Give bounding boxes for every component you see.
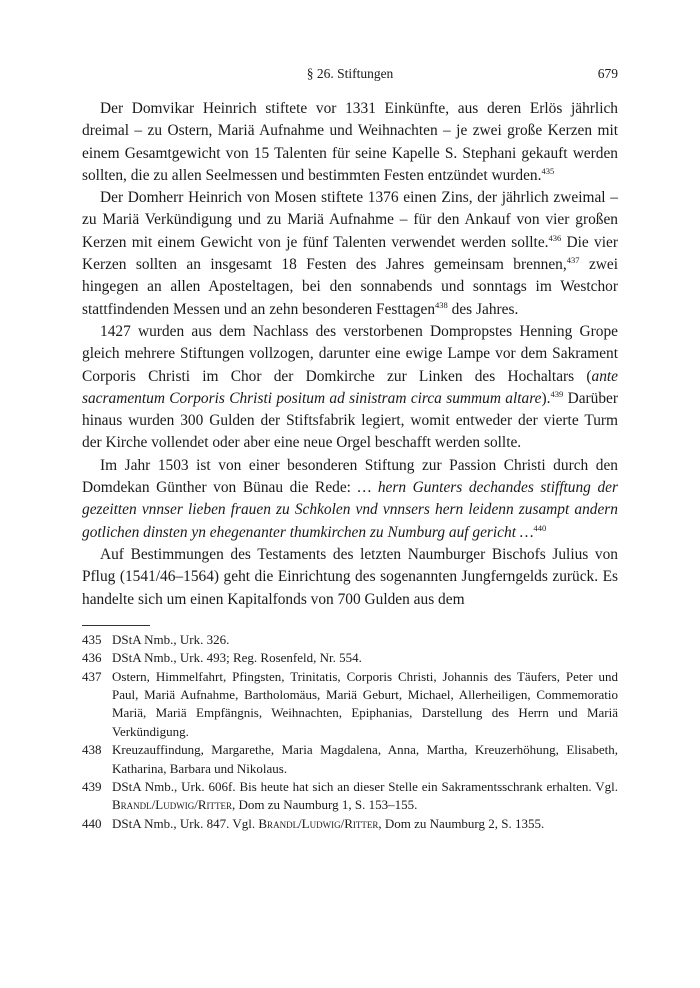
text-run: Der Domherr Heinrich von Mosen stiftete 1376 einen Zins, der jährlich zweimal – zu Mariä Verkündigung und zu Mariä Aufnahme – für den Ankauf von vier großen Kerzen mit einem Gewicht von je fünf Talenten verwendet werden sollte. bbox=[82, 189, 618, 251]
book-page bbox=[82, 0, 618, 833]
footnote-439 bbox=[82, 778, 618, 815]
footnote-text: Kreuzauffindung, Margarethe, Maria Magdalena, Anna, Martha, Kreuzerhöhung, Elisabeth, Katharina, Barbara und Nikolaus. bbox=[112, 742, 618, 776]
footnote-text: DStA Nmb., Urk. 493; Reg. Rosenfeld, Nr. 554. bbox=[112, 650, 362, 666]
footnote-text: Ostern, Himmelfahrt, Pfingsten, Trinitatis, Corporis Christi, Johannis des Täufers, Peter und Paul, Mariä Aufnahme, Bartholomäus, Mariä Geburt, Michael, Allerheiligen, Commemoratio Mariä, Mariä Empfängnis, Weihnachten, Epiphanias, Darstellung des Herrn und Mariä Verkündigung. bbox=[112, 668, 618, 739]
author-names: Brandl/Ludwig/Ritter bbox=[258, 815, 379, 831]
footnote-438 bbox=[82, 741, 618, 778]
text-run: DStA Nmb., Urk. 847. Vgl. bbox=[112, 815, 259, 831]
text-run: Darüber hinaus wurden 300 Gulden der Stiftsfabrik legiert, womit entweder der vierte Turm der Kirche vollendet oder aber eine neue Orgel beschafft werden sollte. bbox=[82, 389, 619, 452]
text-run: , Dom zu Naumburg 1, S. 153–155. bbox=[232, 797, 418, 813]
paragraph-julius-von-pflug bbox=[82, 544, 618, 611]
text-run: ). bbox=[541, 389, 551, 407]
author-names: Brandl/Ludwig/Ritter bbox=[112, 797, 232, 813]
text-run: Der Domvikar Heinrich stiftete vor 1331 Einkünfte, aus deren Erlös jährlich dreimal – zu Ostern, Mariä Aufnahme und Weihnachten – je zwei große Kerzen mit einem Gesamtgewicht von 15 Talenten für seine Kapelle S. Stephani gekauft werden sollten, die zu allen Seelmessen und bestimmten Festen entzündet wurden. bbox=[82, 100, 618, 184]
footnote-divider bbox=[82, 625, 150, 626]
german-quote: … hern Gunters dechandes stifftung der gezeitten vnnser lieben frauen zu Schkolen vnd vnnsers hern leidenn zusampt andern gotlichen dinsten yn ehegenanter thumkirchen zu Numburg auf gericht … bbox=[82, 479, 618, 541]
footnote-ref-439[interactable]: 439 bbox=[550, 388, 564, 399]
text-run: 1427 wurden aus dem Nachlass des verstorbenen Dompropstes Henning Grope gleich mehrere Stiftungen vollzogen, darunter eine ewige Lampe vor dem Sakrament Corporis Christi im Chor der Domkirche zur Linken des Hochaltars ( bbox=[82, 322, 618, 385]
running-head: § 26. Stiftungen bbox=[306, 66, 394, 81]
footnote-number: 435 bbox=[82, 631, 102, 647]
footnote-number: 439 bbox=[82, 779, 102, 795]
footnote-text bbox=[112, 815, 618, 833]
footnote-435 bbox=[82, 631, 618, 649]
text-run: zwei hingegen an allen Aposteltagen, bei den sonnabends und sonntags im Westchor stattfindenden Messen und an zehn besonderen Festtagen bbox=[82, 256, 618, 318]
footnote-number: 440 bbox=[82, 815, 102, 831]
footnote-437 bbox=[82, 668, 618, 742]
footnote-text: DStA Nmb., Urk. 326. bbox=[112, 631, 230, 647]
latin-quote: ante sacramentum Corporis Christi positum ad sinistram circa summum altare bbox=[82, 367, 618, 407]
footnote-ref-440[interactable]: 440 bbox=[533, 522, 547, 533]
body-text bbox=[82, 98, 618, 611]
text-run: , Dom zu Naumburg 2, S. 1355. bbox=[378, 815, 545, 831]
page-number: 679 bbox=[597, 66, 618, 81]
footnote-ref-438[interactable]: 438 bbox=[435, 299, 448, 310]
paragraph-domvikar-heinrich bbox=[82, 98, 618, 187]
text-run: des Jahres. bbox=[447, 300, 519, 318]
text-run: Die vier Kerzen sollten an insgesamt 18 Festen des Jahres gemeinsam brennen, bbox=[82, 233, 618, 274]
footnote-ref-435[interactable]: 435 bbox=[541, 165, 555, 176]
footnote-440 bbox=[82, 815, 618, 833]
footnote-number: 436 bbox=[82, 650, 102, 666]
footnote-text bbox=[112, 778, 618, 815]
footnote-ref-437[interactable]: 437 bbox=[566, 255, 580, 266]
text-run: Auf Bestimmungen des Testaments des letzten Naumburger Bischofs Julius von Pflug (1541/46–1564) geht die Einrichtung des sogenannten Jungferngelds zurück. Es handelte sich um einen Kapitalfonds von 700 Gulden aus dem bbox=[82, 545, 618, 608]
paragraph-heinrich-von-mosen bbox=[82, 187, 618, 321]
footnotes bbox=[82, 631, 618, 833]
footnote-number: 437 bbox=[82, 668, 102, 684]
paragraph-henning-grope bbox=[82, 321, 618, 455]
page-header bbox=[82, 66, 618, 86]
text-run: Im Jahr 1503 ist von einer besonderen Stiftung zur Passion Christi durch den Domdekan Günther von Bünau die Rede: bbox=[82, 456, 618, 497]
footnote-ref-436[interactable]: 436 bbox=[548, 232, 562, 243]
footnote-number: 438 bbox=[82, 742, 102, 758]
footnote-436 bbox=[82, 649, 618, 667]
paragraph-guenther-von-buenau bbox=[82, 455, 618, 544]
text-run: DStA Nmb., Urk. 606f. Bis heute hat sich an dieser Stelle ein Sakramentsschrank erhalten. Vgl. bbox=[112, 779, 618, 795]
